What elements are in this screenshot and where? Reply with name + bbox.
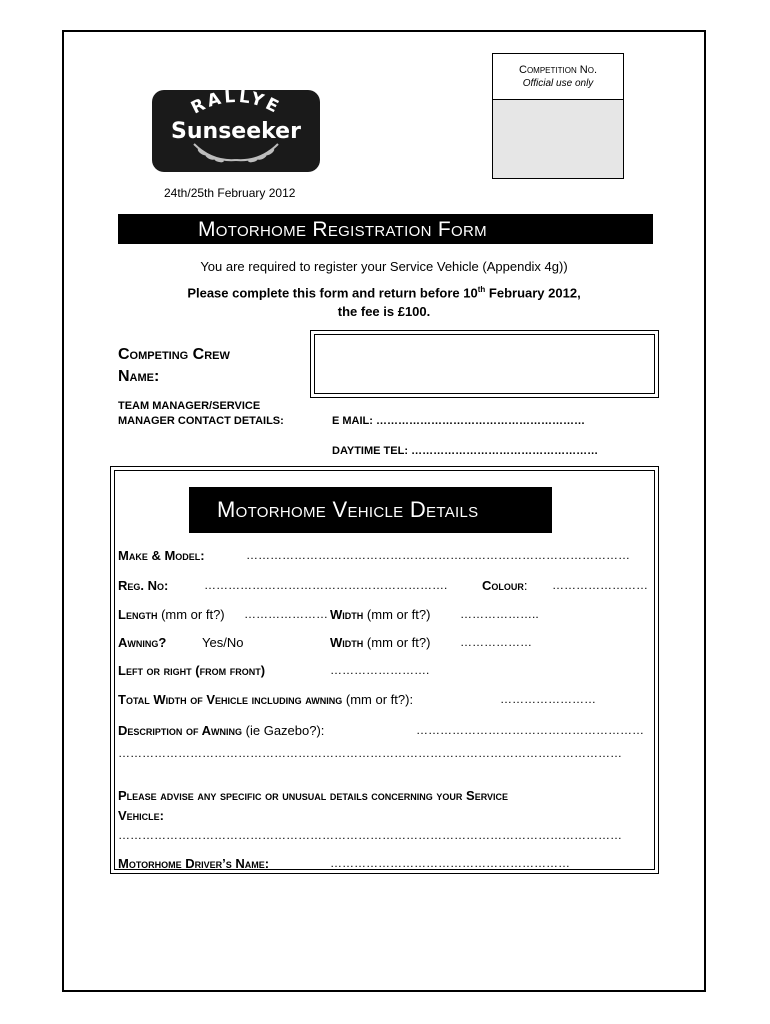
logo-top-text: RALLYE (187, 90, 285, 119)
total-width-unit: (mm or ft?): (345, 692, 414, 707)
daytime-tel-field[interactable] (332, 445, 598, 457)
team-manager-label-line-2: MANAGER CONTACT DETAILS: (118, 415, 284, 427)
left-right-label: Left or right (from front) (118, 663, 266, 678)
total-width-row (118, 692, 413, 707)
instruction-line-1 (62, 285, 706, 300)
specific-details-label-line-2: Vehicle: (118, 808, 165, 823)
colour-colon: : (523, 578, 528, 593)
instruction-part-2: February 2012, (485, 285, 581, 301)
instruction-part-1: Please complete this form and return before 10 (187, 285, 478, 301)
email-field[interactable] (332, 415, 585, 427)
rallye-sunseeker-logo (152, 90, 320, 172)
team-manager-label (118, 399, 284, 429)
colour-field[interactable]: …………………… (552, 578, 648, 592)
description-field-line-2[interactable]: ……………………………………………………………………………………………………………… (118, 746, 622, 760)
event-date: 24th/25th February 2012 (164, 186, 296, 200)
specific-details-field[interactable]: ……………………………………………………………………………………………………………… (118, 828, 622, 842)
awning-yes-no[interactable]: Yes/No (202, 635, 244, 650)
description-hint: (ie Gazebo?): (245, 723, 325, 738)
awning-width-unit: (mm or ft?) (366, 635, 431, 650)
driver-name-label: Motorhome Driver’s Name: (118, 856, 270, 871)
competing-crew-label (118, 344, 230, 388)
tel-label: DAYTIME TEL: (332, 445, 408, 457)
left-right-field[interactable]: ……………………. (330, 663, 430, 677)
make-model-field[interactable]: …………………………………………………………………………………… (246, 548, 630, 562)
instruction-sup: th (477, 285, 486, 294)
width-unit: (mm or ft?) (366, 607, 431, 622)
form-title-bar (118, 214, 653, 244)
competition-number-title: Competition No. (519, 64, 597, 76)
competition-number-box[interactable] (492, 53, 624, 179)
colour-label-group (482, 578, 528, 593)
form-title: Motorhome Registration Form (198, 218, 487, 241)
vehicle-details-title-bar (189, 487, 552, 533)
colour-label: Colour (482, 578, 524, 593)
team-manager-label-line-1: TEAM MANAGER/SERVICE (118, 400, 261, 412)
description-field[interactable]: ………………………………………………… (416, 723, 644, 737)
awning-width-field[interactable]: ……………… (460, 635, 532, 649)
logo-main-text: Sunseeker (171, 119, 301, 144)
logo-laurel-icon (152, 90, 320, 172)
instruction-line-2: the fee is £100. (337, 304, 431, 319)
vehicle-details-title: Motorhome Vehicle Details (217, 497, 479, 522)
crew-label-line-1: Competing Crew (118, 346, 230, 363)
svg-text:RALLYE (188, 90, 284, 119)
length-row (118, 607, 225, 622)
width-row (330, 607, 430, 622)
crew-label-line-2: Name: (118, 368, 160, 385)
tel-dots[interactable]: …………………………………………… (411, 445, 599, 457)
competition-number-header (493, 54, 623, 100)
description-label: Description of Awning (118, 723, 243, 738)
specific-details-label: Please advise any specific or unusual details concerning your Service (118, 788, 509, 803)
intro-text: You are required to register your Service Vehicle (Appendix 4g)) (200, 259, 568, 274)
competing-crew-name-field[interactable] (310, 330, 659, 398)
reg-no-field[interactable]: ……………………………………………………. (204, 578, 448, 592)
total-width-label: Total Width of Vehicle including awning (118, 692, 343, 707)
awning-label: Awning? (118, 635, 167, 650)
total-width-field[interactable]: …………………… (500, 692, 596, 706)
length-field[interactable]: ………………… (244, 607, 328, 621)
awning-width-row (330, 635, 430, 650)
width-label: Width (330, 607, 364, 622)
crew-name-input-area[interactable] (314, 334, 655, 394)
width-field[interactable]: ……………….. (460, 607, 539, 621)
email-dots[interactable]: ………………………………………………… (376, 415, 586, 427)
length-unit: (mm or ft?) (161, 607, 225, 622)
description-row (118, 723, 324, 738)
official-use-note: Official use only (522, 78, 594, 89)
reg-no-label: Reg. No: (118, 578, 169, 593)
email-label: E MAIL: (332, 415, 373, 427)
driver-name-field[interactable]: …………………………………………………… (330, 856, 570, 870)
length-label: Length (118, 607, 158, 622)
make-model-label: Make & Model: (118, 548, 205, 563)
awning-width-label: Width (330, 635, 364, 650)
